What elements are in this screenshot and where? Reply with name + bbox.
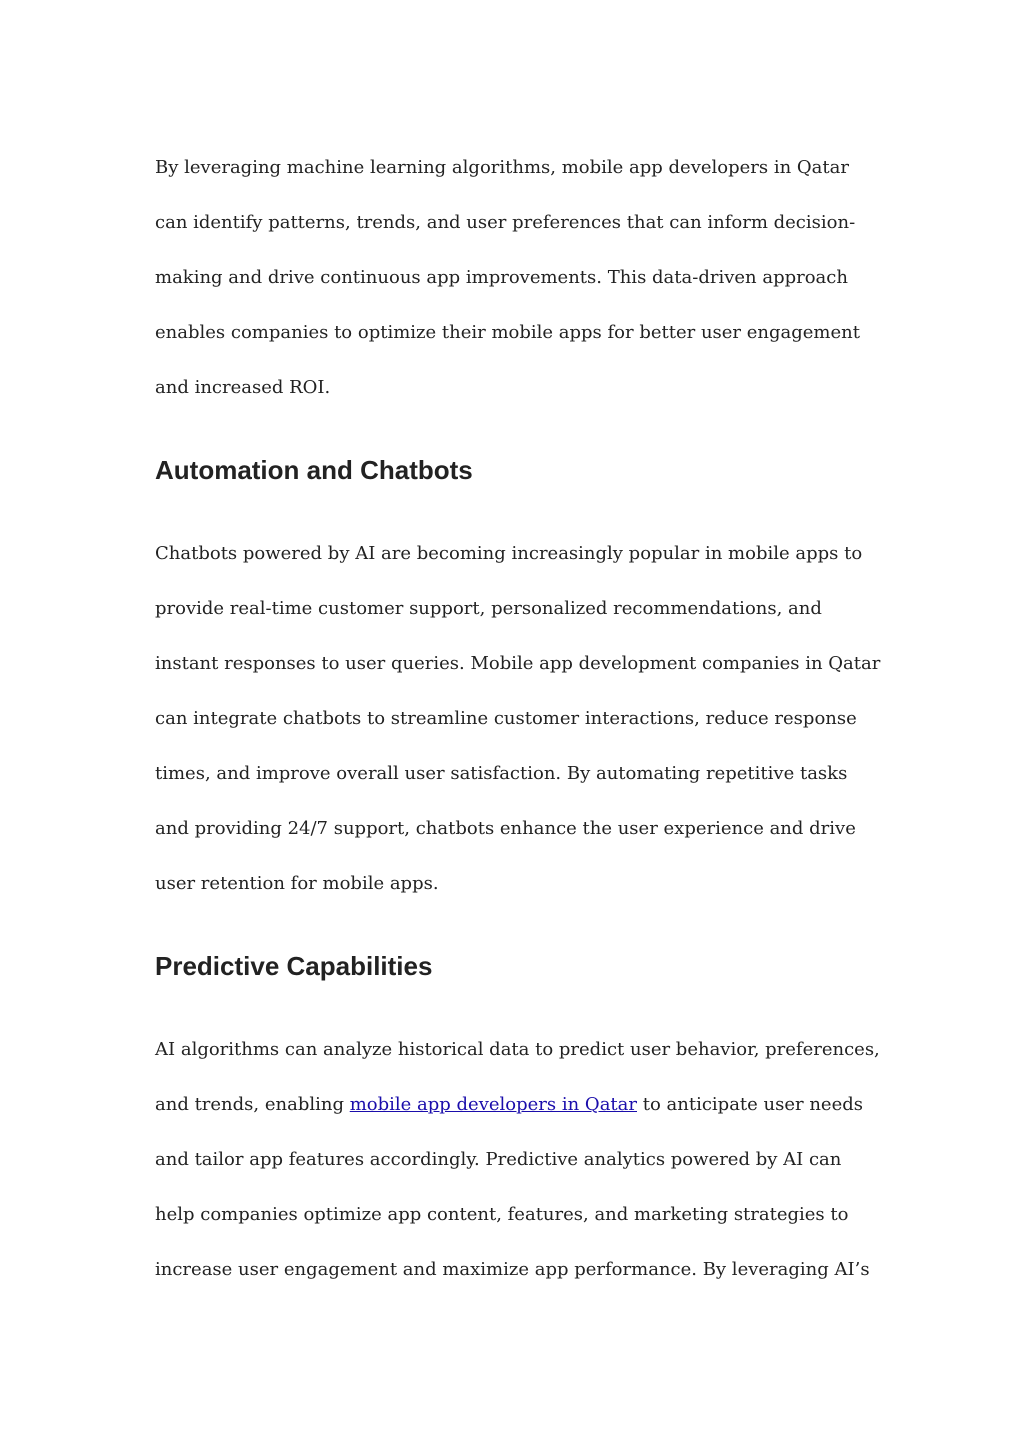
paragraph-line: provide real-time customer support, personalized recommendations, and xyxy=(155,598,822,619)
paragraph-line: can identify patterns, trends, and user preferences that can inform decision- xyxy=(155,212,856,233)
paragraph-line: and providing 24/7 support, chatbots enhance the user experience and drive xyxy=(155,818,856,839)
paragraph-line: and tailor app features accordingly. Predictive analytics powered by AI can xyxy=(155,1149,842,1170)
line-text-after-link: to anticipate user needs xyxy=(637,1094,863,1115)
paragraph-line: can integrate chatbots to streamline customer interactions, reduce response xyxy=(155,708,857,729)
paragraph-line: AI algorithms can analyze historical data to predict user behavior, preferences, xyxy=(155,1039,880,1060)
paragraph-line-with-link xyxy=(155,1092,863,1118)
paragraph-line: instant responses to user queries. Mobile app development companies in Qatar xyxy=(155,653,881,674)
paragraph-line: enables companies to optimize their mobile apps for better user engagement xyxy=(155,322,860,343)
paragraph-line: increase user engagement and maximize app performance. By leveraging AI’s xyxy=(155,1259,870,1280)
paragraph-line: help companies optimize app content, features, and marketing strategies to xyxy=(155,1204,849,1225)
paragraph-line: and increased ROI. xyxy=(155,377,331,398)
paragraph-line: times, and improve overall user satisfaction. By automating repetitive tasks xyxy=(155,763,848,784)
paragraph-line: making and drive continuous app improvements. This data-driven approach xyxy=(155,267,848,288)
mobile-app-developers-qatar-link[interactable]: mobile app developers in Qatar xyxy=(349,1094,637,1115)
line-text-before-link: and trends, enabling xyxy=(155,1094,350,1115)
section-heading-predictive-capabilities: Predictive Capabilities xyxy=(155,951,433,981)
section-heading-automation-chatbots: Automation and Chatbots xyxy=(155,455,473,485)
paragraph-line: user retention for mobile apps. xyxy=(155,873,439,894)
paragraph-line: Chatbots powered by AI are becoming increasingly popular in mobile apps to xyxy=(155,543,863,564)
paragraph-line: By leveraging machine learning algorithms, mobile app developers in Qatar xyxy=(155,157,849,178)
